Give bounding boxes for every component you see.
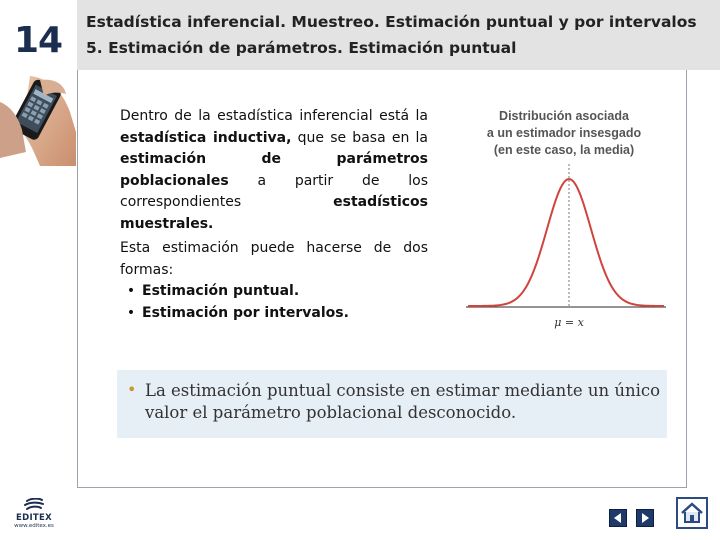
chart-title-line: a un estimador insesgado: [486, 126, 642, 140]
bullet-icon: •: [126, 304, 136, 321]
definition-body: consiste en estimar mediante un único valor el parámetro poblacional desconocido.: [145, 381, 661, 422]
forms-lead: Esta estimación puede hacerse de dos formas:: [120, 240, 428, 278]
section-title: 5. Estimación de parámetros. Estimación puntual: [86, 39, 517, 57]
forms-item-label: Estimación por intervalos.: [142, 304, 349, 321]
intro-bold-c: estadísticos muestrales.: [120, 194, 428, 232]
previous-button[interactable]: [609, 509, 627, 527]
bullet-icon: •: [126, 283, 136, 299]
forms-item-label: Estimación puntual.: [142, 283, 300, 299]
intro-text-b: que se basa en la: [291, 129, 428, 146]
page-header: [77, 0, 720, 70]
definition-box: [117, 370, 667, 438]
logo-name: EDITEX: [16, 513, 52, 523]
distribution-chart: [466, 104, 666, 334]
phone-photo: [0, 72, 76, 166]
bullet-icon: •: [127, 380, 137, 399]
chart-title-line: Distribución asociada: [499, 109, 629, 123]
page-title: Estadística inferencial. Muestreo. Estimación puntual y por intervalos: [86, 13, 697, 31]
normal-curve: [468, 179, 664, 306]
next-button[interactable]: [636, 509, 654, 527]
home-button[interactable]: [676, 497, 708, 529]
intro-bold-b: estimación de parámetros poblacionales: [120, 151, 428, 189]
chart-title-line: (en este caso, la media): [493, 143, 635, 157]
intro-text-c: a partir de los correspondientes: [120, 172, 428, 210]
arrow-left-icon: [610, 510, 626, 526]
intro-bold-a: estadística inductiva,: [120, 129, 292, 146]
list-item: [120, 281, 428, 303]
forms-paragraph: [120, 238, 428, 324]
home-icon: [678, 499, 706, 527]
logo-url: www.editex.es: [14, 523, 54, 529]
definition-bold: La estimación puntual: [145, 381, 332, 400]
editex-logo: [10, 498, 58, 538]
chapter-number: 14: [14, 20, 63, 61]
logo-mark-icon: [23, 498, 45, 512]
intro-text-a: Dentro de la estadística inferencial está la: [120, 108, 428, 124]
definition-text: [145, 380, 665, 424]
intro-paragraph: [120, 106, 428, 235]
list-item: [120, 303, 428, 325]
mean-label: μ = x: [554, 316, 584, 329]
arrow-right-icon: [637, 510, 653, 526]
